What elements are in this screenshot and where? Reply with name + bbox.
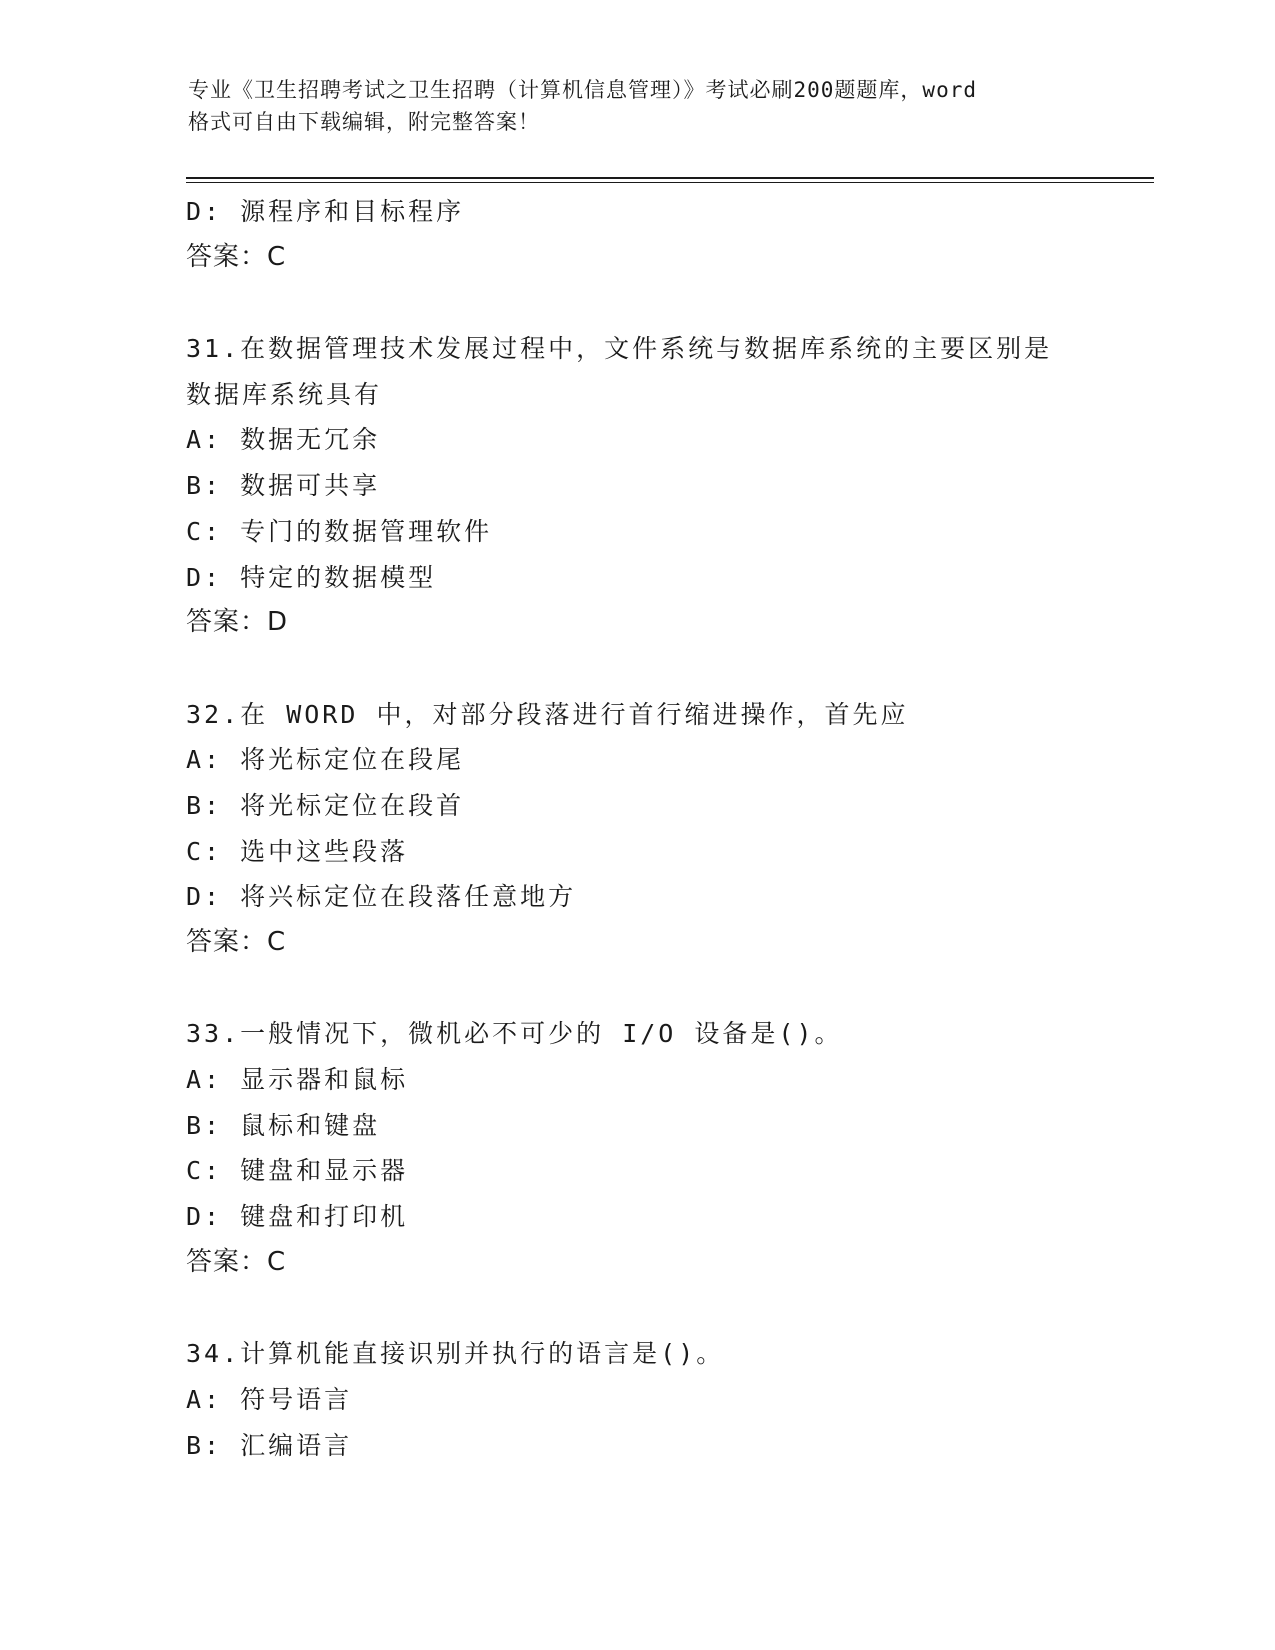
option-b: B: 数据可共享 xyxy=(186,471,381,501)
header-divider-thick xyxy=(186,177,1154,179)
question-block-34 xyxy=(186,1331,1146,1468)
option-c: C: 键盘和显示器 xyxy=(186,1156,409,1186)
header-divider-thin xyxy=(186,182,1154,183)
answer-line: 答案：C xyxy=(186,927,287,957)
question-block-32 xyxy=(186,692,1146,966)
option-a: A: 符号语言 xyxy=(186,1384,353,1414)
question-block-33 xyxy=(186,1011,1146,1285)
question-stem-continued: 数据库系统具有 xyxy=(186,379,383,409)
question-block-31 xyxy=(186,326,1146,646)
question-stem: 33.一般情况下，微机必不可少的 I/O 设备是()。 xyxy=(186,1019,843,1049)
question-stem: 31.在数据管理技术发展过程中，文件系统与数据库系统的主要区别是 xyxy=(186,334,1053,364)
option-c: C: 专门的数据管理软件 xyxy=(186,516,493,546)
option-a: A: 数据无冗余 xyxy=(186,425,381,455)
option-c: C: 选中这些段落 xyxy=(186,836,409,866)
option-b: B: 汇编语言 xyxy=(186,1430,353,1460)
spacer xyxy=(186,1286,1146,1332)
option-b: B: 鼠标和键盘 xyxy=(186,1110,381,1140)
header-title-line-1: 专业《卫生招聘考试之卫生招聘（计算机信息管理）》考试必刷200题题库，word xyxy=(188,78,977,102)
question-block-30-tail xyxy=(186,189,1146,280)
option-d: D: 特定的数据模型 xyxy=(186,562,437,592)
question-stem: 34.计算机能直接识别并执行的语言是()。 xyxy=(186,1339,725,1369)
question-stem: 32.在 WORD 中，对部分段落进行首行缩进操作，首先应 xyxy=(186,699,909,729)
spacer xyxy=(186,280,1146,326)
question-list xyxy=(186,189,1146,1468)
answer-line: 答案：D xyxy=(186,607,289,638)
document-header xyxy=(188,74,1088,138)
answer-line: 答案：C xyxy=(186,1246,287,1277)
option-d: D: 源程序和目标程序 xyxy=(186,197,465,226)
answer-line: 答案：C xyxy=(186,241,287,272)
option-b: B: 将光标定位在段首 xyxy=(186,790,465,820)
option-a: A: 将光标定位在段尾 xyxy=(186,745,465,775)
spacer xyxy=(186,646,1146,692)
option-a: A: 显示器和鼠标 xyxy=(186,1065,409,1095)
header-title-line-2: 格式可自由下载编辑，附完整答案！ xyxy=(188,110,540,134)
option-d: D: 将兴标定位在段落任意地方 xyxy=(186,882,577,912)
option-d: D: 键盘和打印机 xyxy=(186,1202,409,1232)
spacer xyxy=(186,966,1146,1012)
